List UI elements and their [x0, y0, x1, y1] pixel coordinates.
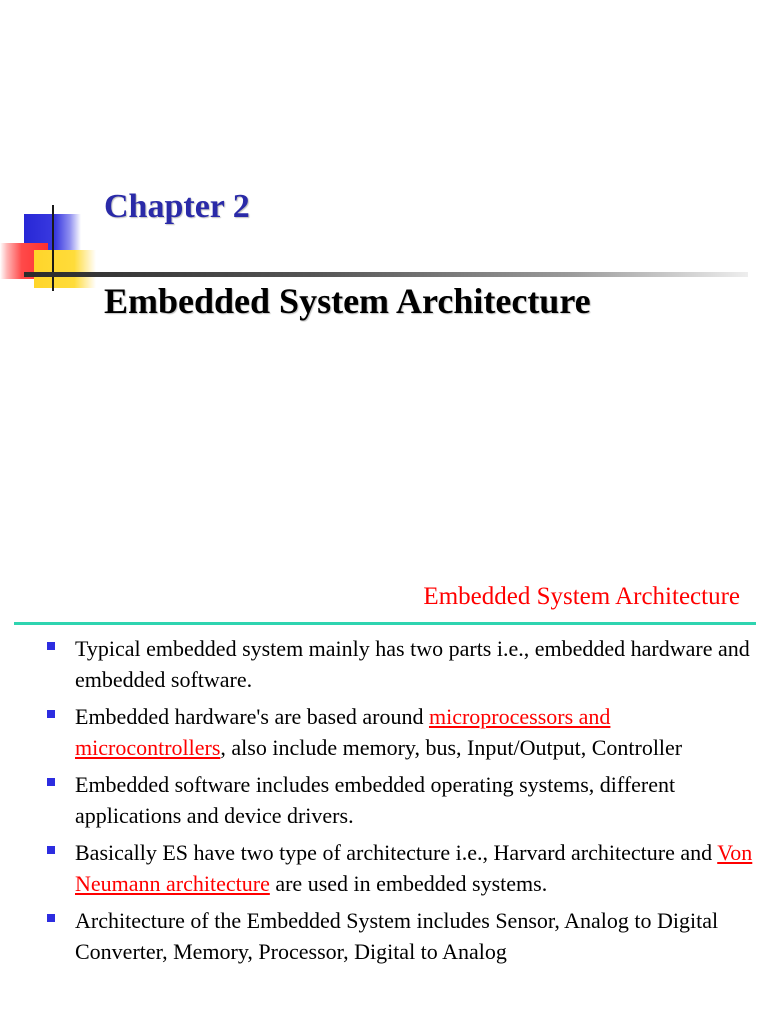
bullet-item: [46, 906, 758, 967]
square-bullet-icon: [47, 642, 55, 650]
bullet-list: [46, 634, 758, 974]
bullet-text: Architecture of the Embedded System includes Sensor, Analog to Digital Converter, Memory, Processor, Digital to Analog: [75, 908, 719, 964]
bullet-text: Embedded software includes embedded operating systems, different applications and device drivers.: [75, 772, 676, 828]
bullet-text: Embedded hardware's are based around: [75, 704, 429, 729]
content-slide: [0, 560, 768, 1024]
square-bullet-icon: [47, 710, 55, 718]
heading-divider: [14, 622, 756, 625]
bullet-text: Typical embedded system mainly has two parts i.e., embedded hardware and embedded software.: [75, 636, 750, 692]
decorative-horizontal-rule: [24, 272, 748, 277]
slide-title: Embedded System Architecture: [104, 281, 591, 321]
bullet-item: [46, 838, 758, 899]
decorative-vertical-line: [52, 205, 54, 291]
square-bullet-icon: [47, 914, 55, 922]
bullet-item: [46, 770, 758, 831]
content-slide-heading: Embedded System Architecture: [423, 583, 740, 610]
microprocessors-link[interactable]: microprocessors and microcontrollers: [75, 704, 611, 760]
square-bullet-icon: [47, 778, 55, 786]
decorative-yellow-square: [34, 250, 96, 288]
bullet-item: [46, 702, 758, 763]
bullet-text: Basically ES have two type of architecture i.e., Harvard architecture and: [75, 840, 718, 865]
von-neumann-link[interactable]: Von Neumann architecture: [75, 840, 753, 896]
square-bullet-icon: [47, 846, 55, 854]
chapter-title: Chapter 2: [104, 188, 250, 225]
bullet-text: , also include memory, bus, Input/Output, Controller: [220, 734, 683, 760]
bullet-text: are used in embedded systems.: [269, 870, 548, 896]
bullet-item: [46, 634, 758, 695]
